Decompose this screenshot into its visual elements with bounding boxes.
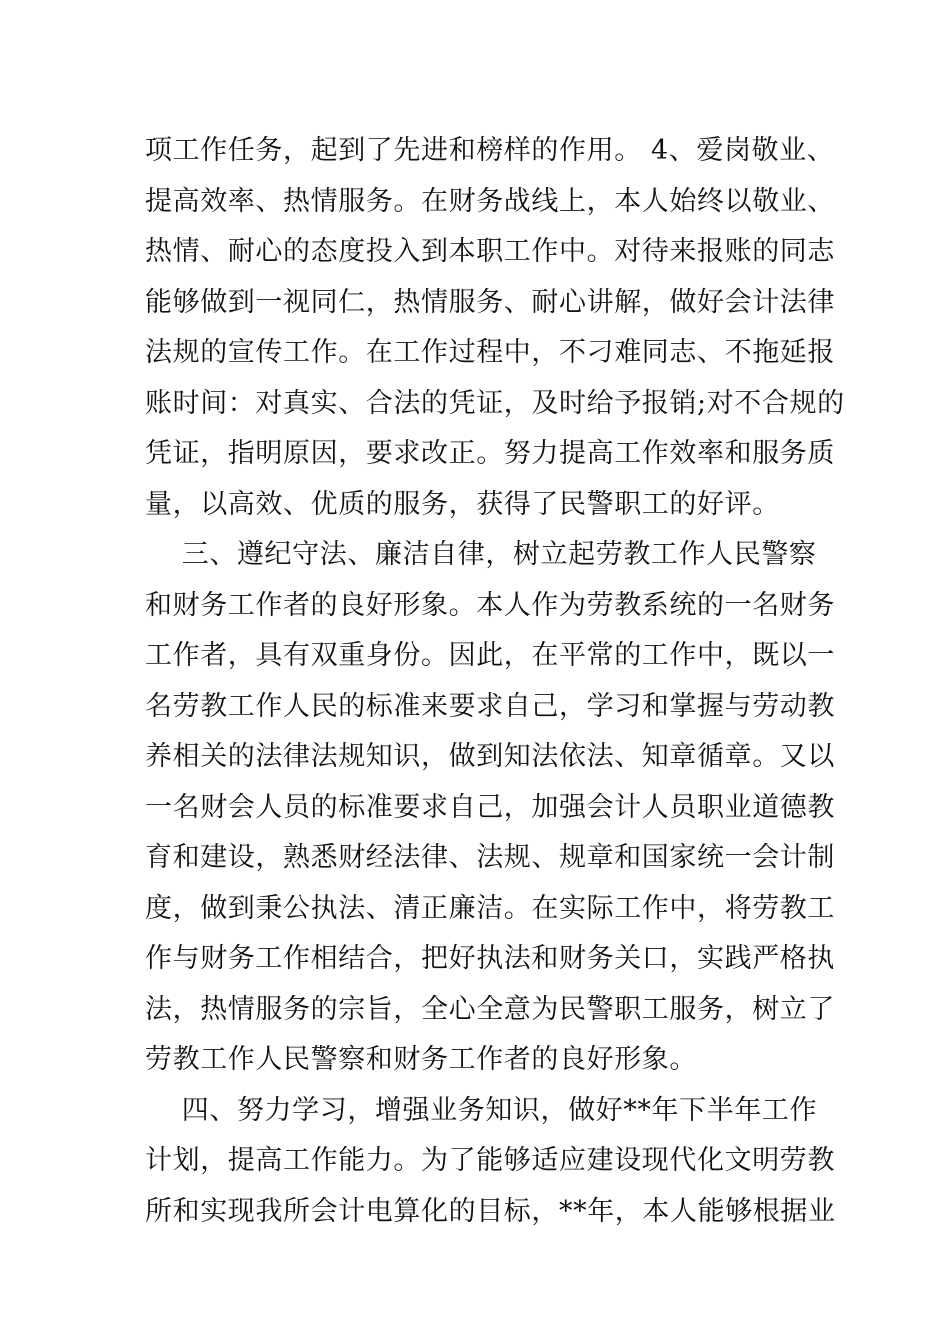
text-line: 和财务工作者的良好形象。本人作为劳教系统的一名财务 [145, 589, 835, 621]
text-line: 三、遵纪守法、廉洁自律，树立起劳教工作人民警察 [145, 539, 817, 570]
text-line: 法规的宣传工作。在工作过程中，不刁难同志、不拖延报 [145, 337, 835, 368]
text-line: 能够做到一视同仁，热情服务、耐心讲解，做好会计法律 [145, 286, 835, 318]
text-line: 育和建设，熟悉财经法律、法规、规章和国家统一会计制 [145, 842, 835, 873]
text-line: 热情、耐心的态度投入到本职工作中。对待来报账的同志 [145, 236, 835, 267]
text-line: 量，以高效、优质的服务，获得了民警职工的好评。 [145, 488, 780, 520]
text-line: 所和实现我所会计电算化的目标，**年，本人能够根据业 [145, 1195, 836, 1227]
document-body [145, 126, 845, 1237]
text-line: 法，热情服务的宗旨，全心全意为民警职工服务，树立了 [145, 993, 835, 1025]
text-line: 作与财务工作相结合，把好执法和财务关口，实践严格执 [145, 943, 835, 974]
text-line: 账时间：对真实、合法的凭证，及时给予报销;对不合规的 [145, 387, 845, 419]
text-line: 工作者，具有双重身份。因此，在平常的工作中，既以一 [145, 640, 835, 671]
text-line: 一名财会人员的标准要求自己，加强会计人员职业道德教 [145, 791, 835, 823]
text-line: 养相关的法律法规知识，做到知法依法、知章循章。又以 [145, 741, 835, 772]
text-line: 劳教工作人民警察和财务工作者的良好形象。 [145, 1044, 697, 1075]
text-line: 度，做到秉公执法、清正廉洁。在实际工作中，将劳教工 [145, 892, 835, 924]
text-line: 凭证，指明原因，要求改正。努力提高工作效率和服务质 [145, 438, 835, 469]
text-line: 计划，提高工作能力。为了能够适应建设现代化文明劳教 [145, 1145, 835, 1176]
text-line: 提高效率、热情服务。在财务战线上，本人始终以敬业、 [145, 185, 835, 217]
text-line: 项工作任务，起到了先进和榜样的作用。 4、爱岗敬业、 [145, 135, 835, 166]
text-line: 名劳教工作人民的标准来要求自己，学习和掌握与劳动教 [145, 690, 835, 722]
text-line: 四、努力学习，增强业务知识，做好**年下半年工作 [145, 1094, 818, 1126]
